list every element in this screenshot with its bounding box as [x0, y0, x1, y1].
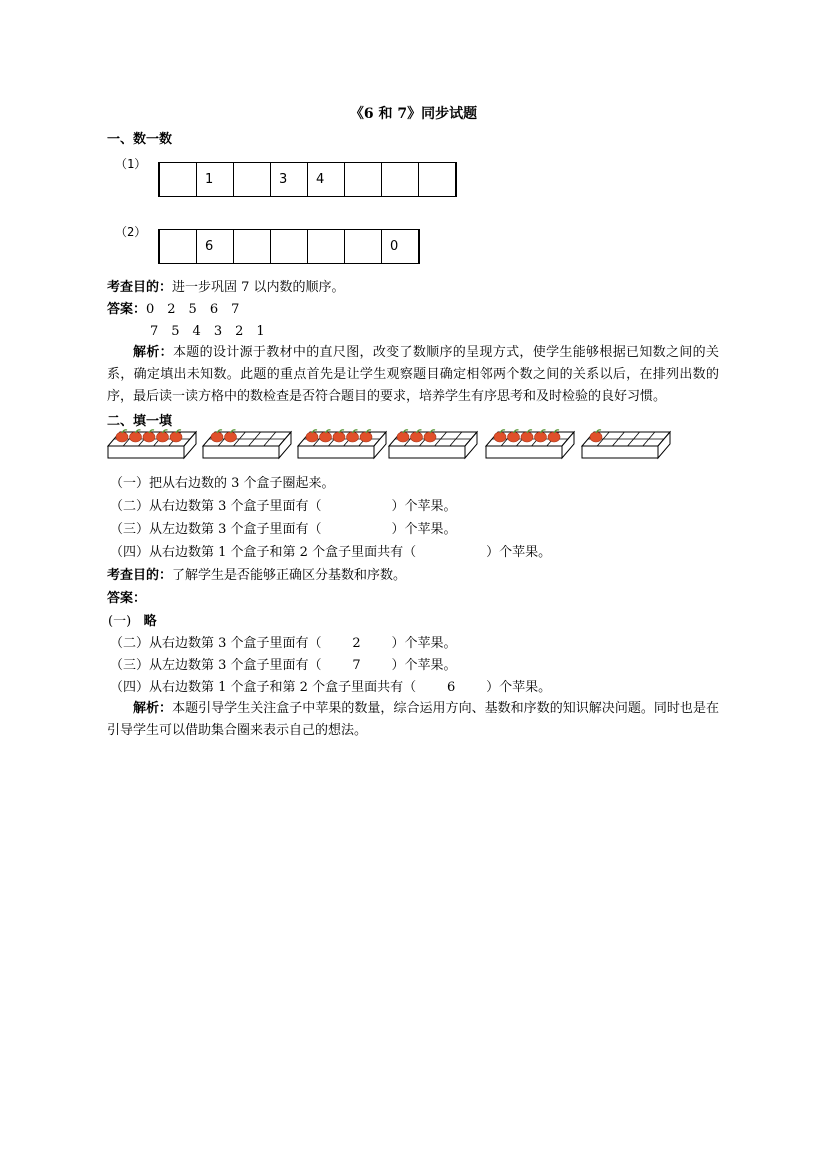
number-cell [344, 162, 381, 197]
row2-label: （2） [115, 225, 147, 239]
cell-number: 6 [205, 239, 214, 254]
answer-label-2: 答案： [107, 591, 147, 606]
analysis-text: 本题引导学生关注盒子中苹果的数量，综合运用方向、基数和序数的知识解决问题。同时也是在引导学生可以借助集合圈来表示自己的想法。 [107, 701, 719, 738]
question-2 [110, 495, 457, 514]
number-line-1 [158, 162, 457, 197]
analysis-label: 解析： [133, 701, 173, 716]
number-cell [270, 162, 307, 197]
answer-a1 [108, 610, 157, 629]
q2-prefix: （二）从右边数第 3 个盒子里面有（ [110, 499, 322, 514]
purpose-label: 考查目的： [107, 568, 173, 583]
q3-suffix: ）个苹果。 [391, 522, 457, 537]
a1-value: 略 [143, 614, 157, 629]
number-cell [307, 229, 344, 264]
number-cell [270, 229, 307, 264]
number-cell [381, 229, 420, 264]
apple-tray [387, 428, 479, 464]
a2-suffix: ）个苹果。 [391, 636, 457, 651]
analysis-1 [107, 342, 719, 408]
a3-value: 7 [352, 658, 361, 673]
purpose-1 [107, 276, 345, 295]
section1-heading: 一、数一数 [107, 132, 173, 147]
apple-tray [106, 428, 198, 464]
q4-prefix: （四）从右边数第 1 个盒子和第 2 个盒子里面共有（ [110, 545, 417, 560]
a1-prefix: (一) [108, 614, 132, 629]
answer-1 [107, 298, 239, 317]
a2-prefix: （二）从右边数第 3 个盒子里面有（ [110, 636, 322, 651]
purpose-text: 进一步巩固 7 以内数的顺序。 [172, 280, 345, 295]
number-line-2 [158, 229, 420, 264]
analysis-label: 解析： [133, 345, 173, 360]
analysis-text: 本题的设计源于教材中的直尺图，改变了数顺序的呈现方式，使学生能够根据已知数之间的关系，确定填出未知数。此题的重点首先是让学生观察题目确定相邻两个数之间的关系以后，在排列出数的序，最后读一读方格中的数检查是否符合题目的要求，培养学生有序思考和及时检验的良好习惯。 [107, 345, 719, 404]
cell-number: 4 [316, 172, 325, 187]
answer-a4 [110, 676, 551, 695]
cell-number: 3 [279, 172, 288, 187]
number-cell [158, 162, 196, 197]
question-3 [110, 518, 457, 537]
number-cell [233, 229, 270, 264]
apple-tray [484, 428, 576, 464]
number-cell [196, 229, 233, 264]
answer-label: 答案： [107, 302, 147, 317]
q2-suffix: ）个苹果。 [391, 499, 457, 514]
apple-tray [201, 428, 293, 464]
a4-value: 6 [446, 680, 456, 695]
number-cell [381, 162, 418, 197]
question-4 [110, 541, 551, 560]
q3-prefix: （三）从左边数第 3 个盒子里面有（ [110, 522, 322, 537]
page-title: 《6 和 7》同步试题 [349, 106, 478, 122]
apple-tray [296, 428, 388, 464]
purpose-2 [107, 564, 406, 583]
a4-prefix: （四）从右边数第 1 个盒子和第 2 个盒子里面共有（ [110, 680, 417, 695]
answer-line-1: 0 2 5 6 7 [146, 302, 240, 317]
purpose-text: 了解学生是否能够正确区分基数和序数。 [172, 568, 407, 583]
purpose-label: 考查目的： [107, 280, 173, 295]
a4-suffix: ）个苹果。 [486, 680, 552, 695]
answer-line-2: 7 5 4 3 2 1 [150, 324, 265, 339]
a3-suffix: ）个苹果。 [391, 658, 457, 673]
a3-prefix: （三）从左边数第 3 个盒子里面有（ [110, 658, 322, 673]
a2-value: 2 [352, 636, 361, 651]
apple-tray [580, 428, 672, 464]
q4-suffix: ）个苹果。 [486, 545, 552, 560]
number-cell [233, 162, 270, 197]
number-cell [307, 162, 344, 197]
answer-a2 [110, 632, 457, 651]
cell-number: 0 [390, 239, 399, 254]
number-cell [344, 229, 381, 264]
row1-label: （1） [115, 157, 147, 171]
analysis-2 [107, 698, 719, 742]
question-1: （一）把从右边数的 3 个盒子圈起来。 [110, 476, 335, 491]
number-cell [418, 162, 457, 197]
answer-a3 [110, 654, 457, 673]
number-cell [196, 162, 233, 197]
cell-number: 1 [205, 172, 214, 187]
section2-heading: 二、填一填 [107, 414, 173, 429]
number-cell [158, 229, 196, 264]
